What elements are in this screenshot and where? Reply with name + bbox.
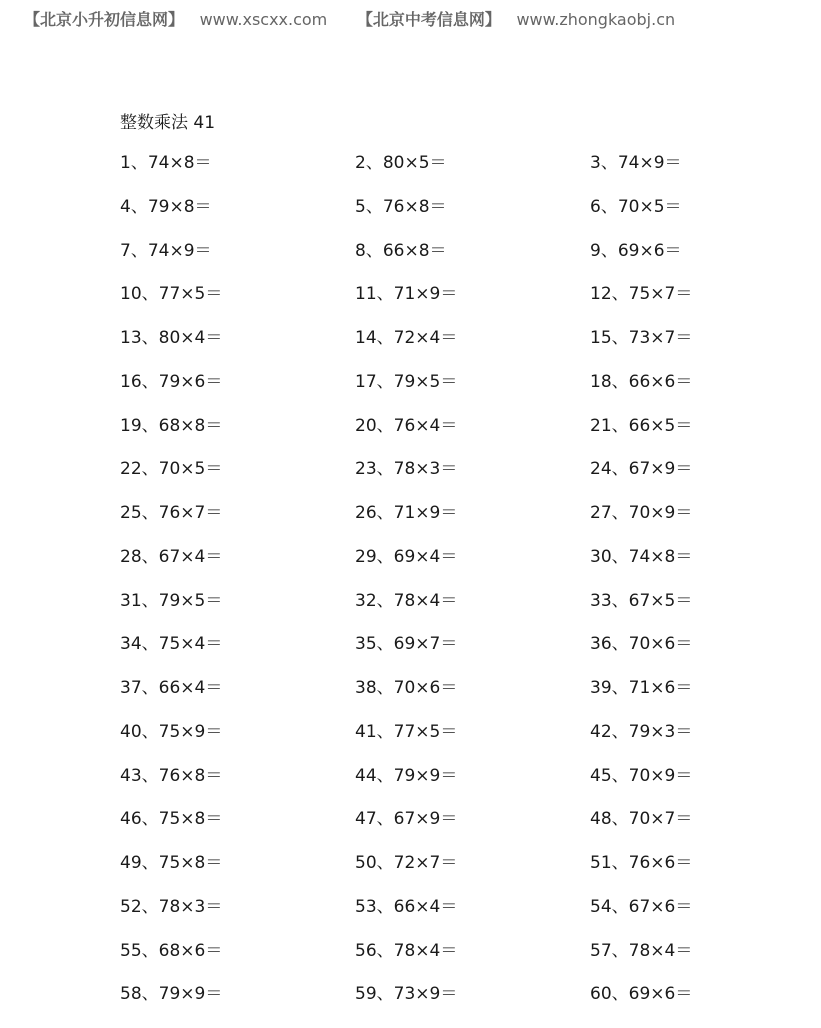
problem-item: 52、78×3＝ bbox=[120, 896, 223, 917]
problem-item: 21、66×5＝ bbox=[590, 415, 693, 436]
problem-row bbox=[120, 238, 760, 282]
problem-item: 46、75×8＝ bbox=[120, 809, 223, 830]
problem-item: 53、66×4＝ bbox=[355, 896, 458, 917]
problem-item: 50、72×7＝ bbox=[355, 853, 458, 873]
problem-item: 40、75×9＝ bbox=[120, 721, 223, 742]
problem-row bbox=[120, 719, 760, 763]
problem-item: 57、78×4＝ bbox=[590, 940, 693, 961]
problem-row bbox=[120, 850, 760, 894]
problem-row bbox=[120, 938, 760, 982]
problem-item: 19、68×8＝ bbox=[120, 415, 223, 436]
problem-item: 45、70×9＝ bbox=[590, 765, 693, 786]
problem-row bbox=[120, 806, 760, 850]
problem-item: 10、77×5＝ bbox=[120, 284, 223, 305]
problem-item: 43、76×8＝ bbox=[120, 765, 223, 786]
problem-item: 37、66×4＝ bbox=[120, 678, 223, 698]
problem-item: 51、76×6＝ bbox=[590, 853, 693, 873]
problem-item: 14、72×4＝ bbox=[355, 328, 458, 348]
problem-item: 32、78×4＝ bbox=[355, 590, 458, 611]
problem-row bbox=[120, 325, 760, 369]
problem-row bbox=[120, 281, 760, 325]
problem-item: 39、71×6＝ bbox=[590, 678, 693, 698]
problem-row bbox=[120, 894, 760, 938]
site1-url[interactable]: www.xscxx.com bbox=[199, 10, 328, 29]
problem-item: 55、68×6＝ bbox=[120, 940, 223, 961]
problem-row bbox=[120, 456, 760, 500]
problem-item: 22、70×5＝ bbox=[120, 459, 223, 480]
problem-item: 9、69×6＝ bbox=[590, 240, 682, 261]
page-header bbox=[24, 7, 675, 30]
problem-item: 60、69×6＝ bbox=[590, 984, 693, 1005]
problem-item: 2、80×5＝ bbox=[355, 153, 447, 173]
problem-item: 36、70×6＝ bbox=[590, 634, 693, 655]
problem-row bbox=[120, 588, 760, 632]
problem-item: 13、80×4＝ bbox=[120, 328, 223, 348]
site1-name: 【北京小升初信息网】 bbox=[24, 10, 185, 29]
problem-item: 25、76×7＝ bbox=[120, 503, 223, 523]
problem-item: 54、67×6＝ bbox=[590, 896, 693, 917]
problem-item: 35、69×7＝ bbox=[355, 634, 458, 655]
problem-item: 34、75×4＝ bbox=[120, 634, 223, 655]
problem-item: 58、79×9＝ bbox=[120, 984, 223, 1005]
problem-item: 56、78×4＝ bbox=[355, 940, 458, 961]
problem-item: 28、67×4＝ bbox=[120, 546, 223, 567]
problem-item: 29、69×4＝ bbox=[355, 546, 458, 567]
site2-name: 【北京中考信息网】 bbox=[356, 10, 501, 29]
problem-item: 16、79×6＝ bbox=[120, 371, 223, 392]
worksheet-title: 整数乘法 41 bbox=[120, 113, 216, 133]
problem-item: 30、74×8＝ bbox=[590, 546, 693, 567]
problem-item: 44、79×9＝ bbox=[355, 765, 458, 786]
problem-row bbox=[120, 369, 760, 413]
problem-item: 42、79×3＝ bbox=[590, 721, 693, 742]
problem-item: 41、77×5＝ bbox=[355, 721, 458, 742]
problem-item: 23、78×3＝ bbox=[355, 459, 458, 480]
problem-item: 8、66×8＝ bbox=[355, 240, 447, 261]
problem-item: 38、70×6＝ bbox=[355, 678, 458, 698]
problem-item: 20、76×4＝ bbox=[355, 415, 458, 436]
problem-item: 12、75×7＝ bbox=[590, 284, 693, 305]
problem-row bbox=[120, 500, 760, 544]
problem-item: 7、74×9＝ bbox=[120, 240, 212, 261]
problem-item: 33、67×5＝ bbox=[590, 590, 693, 611]
problem-item: 48、70×7＝ bbox=[590, 809, 693, 830]
problem-grid bbox=[120, 150, 760, 1025]
problem-row bbox=[120, 544, 760, 588]
problem-item: 1、74×8＝ bbox=[120, 153, 212, 173]
problem-row bbox=[120, 675, 760, 719]
problem-item: 24、67×9＝ bbox=[590, 459, 693, 480]
problem-item: 59、73×9＝ bbox=[355, 984, 458, 1005]
problem-item: 15、73×7＝ bbox=[590, 328, 693, 348]
problem-row bbox=[120, 150, 760, 194]
problem-row bbox=[120, 631, 760, 675]
problem-row bbox=[120, 763, 760, 807]
problem-item: 18、66×6＝ bbox=[590, 371, 693, 392]
problem-item: 4、79×8＝ bbox=[120, 196, 212, 217]
problem-item: 49、75×8＝ bbox=[120, 853, 223, 873]
problem-item: 31、79×5＝ bbox=[120, 590, 223, 611]
problem-item: 17、79×5＝ bbox=[355, 371, 458, 392]
site2-url[interactable]: www.zhongkaobj.cn bbox=[516, 10, 676, 29]
problem-item: 26、71×9＝ bbox=[355, 503, 458, 523]
problem-item: 6、70×5＝ bbox=[590, 196, 682, 217]
problem-row bbox=[120, 981, 760, 1025]
problem-item: 3、74×9＝ bbox=[590, 153, 682, 173]
problem-row bbox=[120, 194, 760, 238]
problem-item: 5、76×8＝ bbox=[355, 196, 447, 217]
problem-item: 27、70×9＝ bbox=[590, 503, 693, 523]
problem-item: 11、71×9＝ bbox=[355, 284, 458, 305]
problem-row bbox=[120, 413, 760, 457]
problem-item: 47、67×9＝ bbox=[355, 809, 458, 830]
